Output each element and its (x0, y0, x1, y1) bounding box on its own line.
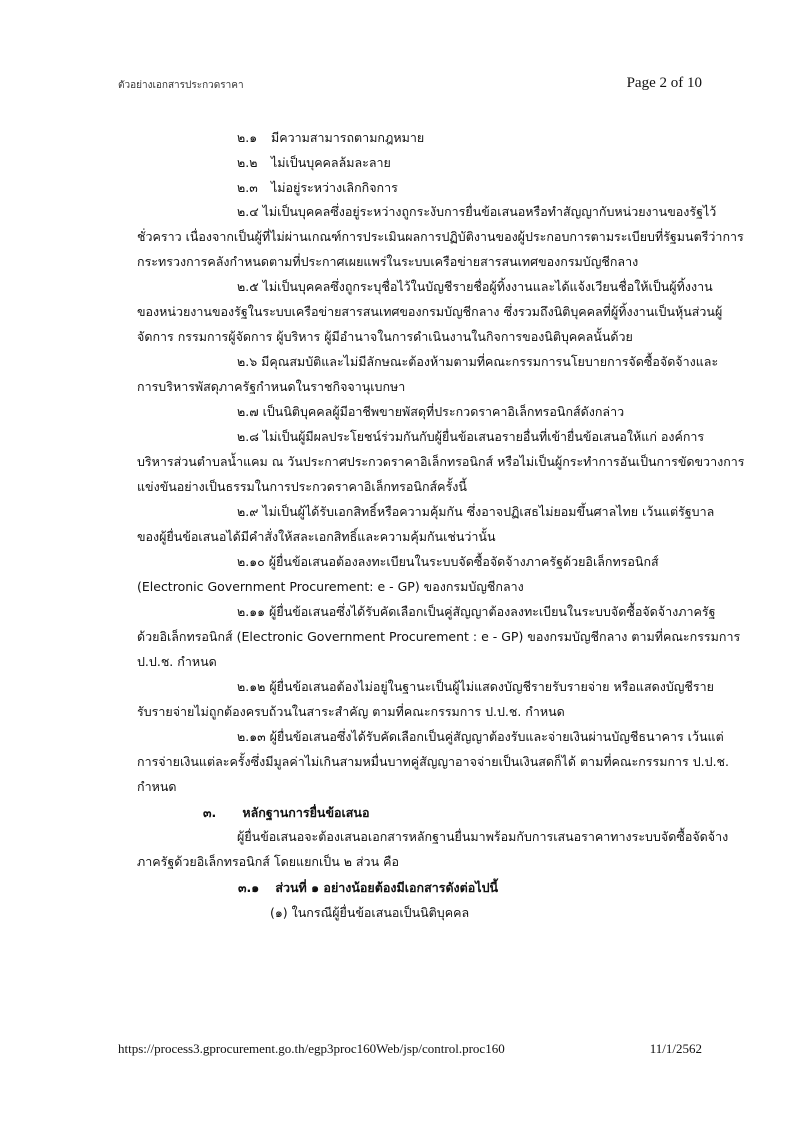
paragraph-line: รับรายจ่ายไม่ถูกต้องครบถ้วนในสาระสำคัญ ตามที่คณะกรรมการ ป.ป.ช. กำหนด (137, 704, 565, 719)
paragraph-line: จัดการ กรรมการผู้จัดการ ผู้บริหาร ผู้มีอำนาจในการดำเนินงานในกิจการของนิติบุคคลนั้นด้วย (137, 329, 633, 344)
paragraph-line: กระทรวงการคลังกำหนดตามที่ประกาศเผยแพร่ในระบบเครือข่ายสารสนเทศของกรมบัญชีกลาง (137, 254, 639, 269)
page-number: Page 2 of 10 (626, 75, 702, 91)
paragraph-line: ของหน่วยงานของรัฐในระบบเครือข่ายสารสนเทศของกรมบัญชีกลาง ซึ่งรวมถึงนิติบุคคลที่ผู้ทิ้งงานเป็นหุ้นส่วนผู้ (137, 304, 723, 319)
sub-item: (๑) ในกรณีผู้ยื่นข้อเสนอเป็นนิติบุคคล (270, 905, 470, 920)
paragraph-line: ๒.๑๐ ผู้ยื่นข้อเสนอต้องลงทะเบียนในระบบจัดซื้อจัดจ้างภาครัฐด้วยอิเล็กทรอนิกส์ (237, 554, 659, 569)
paragraph-line: ๒.๗ เป็นนิติบุคคลผู้มีอาชีพขายพัสดุที่ประกวดราคาอิเล็กทรอนิกส์ดังกล่าว (237, 404, 625, 419)
paragraph-line: ๒.๑๓ ผู้ยื่นข้อเสนอซึ่งได้รับคัดเลือกเป็นคู่สัญญาต้องรับและจ่ายเงินผ่านบัญชีธนาคาร เว้นแต่ (237, 729, 724, 744)
paragraph-line: ๒.๙ ไม่เป็นผู้ได้รับเอกสิทธิ์หรือความคุ้มกัน ซึ่งอาจปฏิเสธไม่ยอมขึ้นศาลไทย เว้นแต่รัฐบาล (237, 504, 715, 519)
paragraph-line: การบริหารพัสดุภาครัฐกำหนดในราชกิจจานุเบกษา (137, 379, 406, 394)
paragraph-line: ป.ป.ช. กำหนด (137, 654, 217, 669)
section-heading: ๓. หลักฐานการยื่นข้อเสนอ (203, 805, 370, 820)
paragraph-line: การจ่ายเงินแต่ละครั้งซึ่งมีมูลค่าไม่เกินสามหมื่นบาทคู่สัญญาอาจจ่ายเป็นเงินสดก็ได้ ตามที่คณะกรรมการ ป.ป.ช. (137, 754, 730, 769)
paragraph-line: (Electronic Government Procurement: e - GP) ของกรมบัญชีกลาง (137, 579, 524, 594)
paragraph-line: แข่งขันอย่างเป็นธรรมในการประกวดราคาอิเล็กทรอนิกส์ครั้งนี้ (137, 479, 467, 494)
paragraph-line: ๒.๕ ไม่เป็นบุคคลซึ่งถูกระบุชื่อไว้ในบัญชีรายชื่อผู้ทิ้งงานและได้แจ้งเวียนชื่อให้เป็นผู้ทิ้งงาน (237, 279, 713, 294)
paragraph-line: บริหารส่วนตำบลน้ำแคม ณ วันประกาศประกวดราคาอิเล็กทรอนิกส์ หรือไม่เป็นผู้กระทำการอันเป็นการขัดขวางการ (137, 454, 745, 469)
paragraph-line: ชั่วคราว เนื่องจากเป็นผู้ที่ไม่ผ่านเกณฑ์การประเมินผลการปฏิบัติงานของผู้ประกอบการตามระเบียบที่รัฐมนตรีว่าการ (137, 229, 744, 244)
paragraph-line: ผู้ยื่นข้อเสนอจะต้องเสนอเอกสารหลักฐานยื่นมาพร้อมกับการเสนอราคาทางระบบจัดซื้อจัดจ้าง (237, 829, 729, 844)
footer-url: https://process3.gprocurement.go.th/egp3proc160Web/jsp/control.proc160 (118, 1041, 505, 1056)
paragraph-line: ๒.๑๒ ผู้ยื่นข้อเสนอต้องไม่อยู่ในฐานะเป็นผู้ไม่แสดงบัญชีรายรับรายจ่าย หรือแสดงบัญชีราย (237, 679, 714, 694)
paragraph-line: ๒.๑๑ ผู้ยื่นข้อเสนอซึ่งได้รับคัดเลือกเป็นคู่สัญญาต้องลงทะเบียนในระบบจัดซื้อจัดจ้างภาครัฐ (237, 604, 716, 619)
footer-date: 11/1/2562 (649, 1041, 702, 1056)
paragraph-line: ด้วยอิเล็กทรอนิกส์ (Electronic Government Procurement : e - GP) ของกรมบัญชีกลาง ตามที่คณะกรรมการ (137, 629, 741, 644)
paragraph-line: ๒.๘ ไม่เป็นผู้มีผลประโยชน์ร่วมกันกับผู้ยื่นข้อเสนอรายอื่นที่เข้ายื่นข้อเสนอให้แก่ องค์การ (237, 429, 705, 444)
paragraph-line: ๒.๔ ไม่เป็นบุคคลซึ่งอยู่ระหว่างถูกระงับการยื่นข้อเสนอหรือทำสัญญากับหน่วยงานของรัฐไว้ (237, 204, 717, 219)
paragraph-line: ภาครัฐด้วยอิเล็กทรอนิกส์ โดยแยกเป็น ๒ ส่วน คือ (137, 854, 399, 869)
paragraph-line: ๒.๖ มีคุณสมบัติและไม่มีลักษณะต้องห้ามตามที่คณะกรรมการนโยบายการจัดซื้อจัดจ้างและ (237, 354, 719, 369)
list-item: ๒.๒ ไม่เป็นบุคคลล้มละลาย (237, 155, 391, 170)
list-item: ๒.๓ ไม่อยู่ระหว่างเลิกกิจการ (237, 180, 398, 195)
paragraph-line: ของผู้ยื่นข้อเสนอได้มีคำสั่งให้สละเอกสิทธิ์และความคุ้มกันเช่นว่านั้น (137, 529, 496, 544)
subsection-heading: ๓.๑ ส่วนที่ ๑ อย่างน้อยต้องมีเอกสารดังต่อไปนี้ (238, 880, 499, 895)
list-item: ๒.๑ มีความสามารถตามกฎหมาย (237, 130, 425, 145)
document-title: ตัวอย่างเอกสารประกวดราคา (118, 80, 244, 91)
paragraph-line: กำหนด (137, 779, 177, 794)
